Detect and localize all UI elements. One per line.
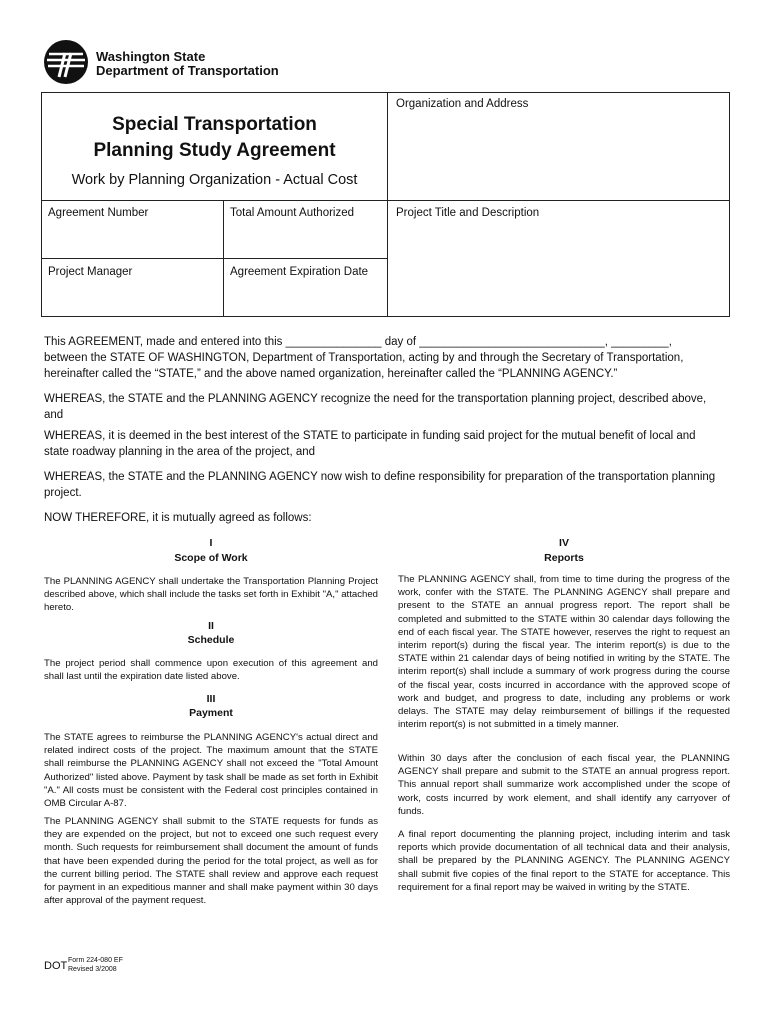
- section-1-text: The PLANNING AGENCY shall undertake the Transportation Planning Project described above, which shall include the tasks set forth in Exhibit "A," attached hereto.: [44, 576, 378, 614]
- divider: [41, 200, 388, 201]
- footer-form-number: [68, 956, 123, 974]
- section-4-text-2: Within 30 days after the conclusion of each fiscal year, the PLANNING AGENCY shall prepare and submit to the STATE an annual progress report. This annual report shall summarize work accomplished under the scope of work, costs incurred by work element, and shall identify any carryover of funds.: [398, 753, 730, 817]
- whereas-1-line-2: and: [44, 409, 64, 421]
- section-4-text-3: A final report documenting the planning project, including interim and task reports which provide documentation of all technical data and their analysis, shall be prepared by the PLANNING AGENCY. The PLANNING AGENCY shall submit five copies of the final report to the STATE for acceptance. This requirement for a final report may be waived in writing by the STATE.: [398, 829, 730, 893]
- section-1-number: I: [209, 537, 213, 549]
- form-title-line-2: Planning Study Agreement: [93, 140, 336, 161]
- whereas-1-line-1: WHEREAS, the STATE and the PLANNING AGENCY recognize the need for the transportation planning project, described above,: [44, 393, 707, 405]
- section-4-text-1: The PLANNING AGENCY shall, from time to time during the progress of the work, confer with the STATE. The PLANNING AGENCY shall prepare and present to the STATE an annual progress report. The report shall be completed and submitted to the STATE within 30 calendar days following the end of each fiscal year. The STATE however, reserves the right to request an interim report(s) during the fiscal year. The interim report(s) is due to the STATE within 21 calendar days of being notified in writing by the STATE. The interim report(s) shall include a summary of work progress during the course of the fiscal year, costs incurred in accordance with the approved scope of work and budget, and progress to date, including any problems or work delays. The STATE may delay reimbursement of billings if the requested interim report(s) is not submitted in a timely manner.: [398, 574, 730, 731]
- agreement-line-3: hereinafter called the “STATE,” and the above named organization, hereinafter called the “PLANNING AGENCY.”: [44, 368, 618, 380]
- section-3-title: Payment: [189, 707, 233, 719]
- section-2-title: Schedule: [187, 634, 235, 646]
- whereas-3-line-1: WHEREAS, the STATE and the PLANNING AGENCY now wish to define responsibility for preparation of the transportation planning: [44, 471, 716, 483]
- section-3-text-2: The PLANNING AGENCY shall submit to the STATE requests for funds as they are expended on the project, but not to exceed one such request every month. Such requests for reimbursement shall document the amount of funds that have been expended during the period for the total project, as well as for the current billing period. The STATE shall review and approve each request for payment in an expeditious manner and shall make payment within 30 days after approval of the payment request.: [44, 816, 378, 907]
- total-amount-label: Total Amount Authorized: [230, 207, 355, 219]
- org-address-label: Organization and Address: [396, 98, 529, 110]
- wsdot-logo-icon: [43, 39, 89, 85]
- divider: [387, 200, 730, 201]
- footer-dot: DOT: [44, 960, 68, 972]
- divider: [223, 200, 224, 317]
- logo-line-1: Washington State: [96, 49, 206, 64]
- whereas-2-line-2: state roadway planning in the area of the project, and: [44, 446, 316, 458]
- section-1-title: Scope of Work: [174, 552, 248, 564]
- form-title-line-1: Special Transportation: [112, 114, 317, 135]
- section-2-text: The project period shall commence upon execution of this agreement and shall last until the expiration date listed above.: [44, 658, 378, 683]
- section-2-number: II: [208, 620, 214, 632]
- expiration-date-label: Agreement Expiration Date: [230, 266, 369, 278]
- divider: [41, 258, 388, 259]
- agreement-line-1: This AGREEMENT, made and entered into this _______________ day of _____________________________, _________,: [44, 336, 672, 348]
- agreement-line-2: between the STATE OF WASHINGTON, Department of Transportation, acting by and through the Secretary of Transportation,: [44, 352, 684, 364]
- section-4-number: IV: [559, 537, 569, 549]
- whereas-2-line-1: WHEREAS, it is deemed in the best interest of the STATE to participate in funding said project for the mutual benefit of local and: [44, 430, 696, 442]
- now-therefore: NOW THEREFORE, it is mutually agreed as follows:: [44, 512, 312, 524]
- agreement-number-label: Agreement Number: [48, 207, 149, 219]
- footer-form-line-2: Revised 3/2008: [68, 966, 117, 973]
- section-3-number: III: [206, 693, 216, 705]
- section-3-text-1: The STATE agrees to reimburse the PLANNING AGENCY's actual direct and related indirect costs of the project. The maximum amount that the STATE shall reimburse the PLANNING AGENCY shall not exceed the "Total Amount Authorized" listed above. Payment by task shall be made as set forth in Exhibit "A." All costs must be consistent with the Federal cost principles contained in OMB Circular A-87.: [44, 732, 378, 810]
- project-manager-label: Project Manager: [48, 266, 133, 278]
- logo-line-2: Department of Transportation: [96, 63, 279, 78]
- whereas-3-line-2: project.: [44, 487, 82, 499]
- section-4-title: Reports: [544, 552, 584, 564]
- footer-form-line-1: Form 224-080 EF: [68, 957, 123, 964]
- project-title-label: Project Title and Description: [396, 207, 540, 219]
- form-subtitle: Work by Planning Organization - Actual Cost: [71, 172, 358, 188]
